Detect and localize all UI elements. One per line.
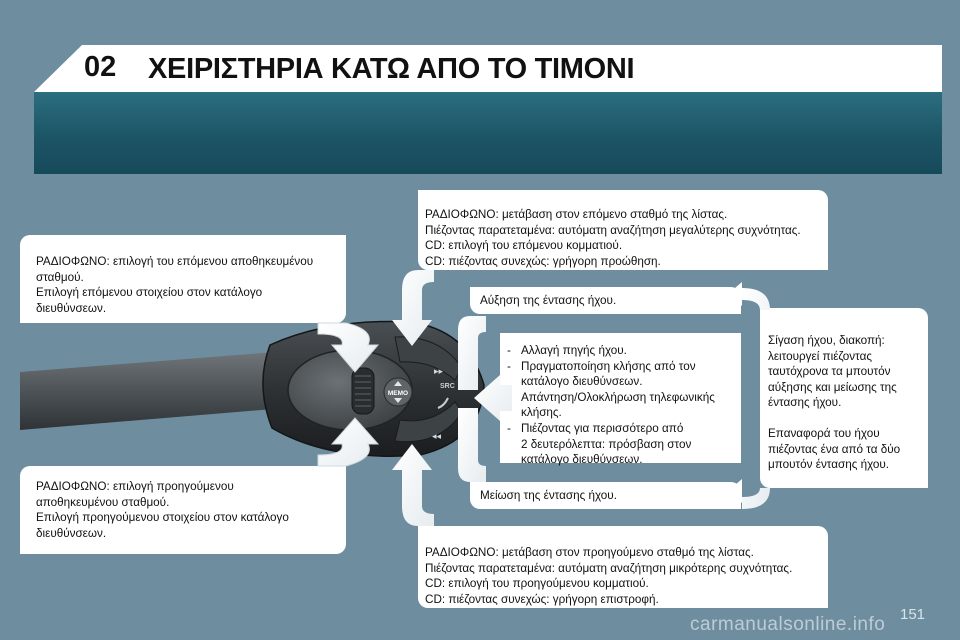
memo-label: MEMO: [387, 390, 409, 397]
source-item-1: - Αλλαγή πηγής ήχου.: [503, 343, 741, 359]
arrow-prev-station-icon: [318, 418, 378, 466]
watermark: carmanualsonline.info: [690, 614, 886, 635]
arrow-next-station-icon: [318, 323, 378, 372]
seek-up-line-1: ΡΑΔΙΟΦΩΝΟ: μετάβαση στον επόμενο σταθμό της λίστας.: [425, 208, 728, 221]
seek-up-line-2: Πιέζοντας παρατεταμένα: αυτόματη αναζήτηση μεγαλύτερης συχνότητας.: [425, 223, 801, 237]
seek-down-line-4: CD: πιέζοντας συνεχώς: γρήγορη επιστροφή.: [425, 592, 659, 606]
chapter-number: 02: [84, 51, 117, 83]
restore-line-2: πιέζοντας ένα από τα δύο: [768, 442, 901, 456]
source-item-3: - Απάντηση/Ολοκλήρωση τηλεφωνικής κλήσης.: [503, 390, 741, 421]
page-title: ΧΕΙΡΙΣΤΗΡΙΑ ΚΑΤΩ ΑΠΟ ΤΟ ΤΙΜΟΝΙ: [148, 53, 635, 85]
next-station-line-4: διευθύνσεων.: [36, 301, 107, 315]
seek-up-line-3: CD: επιλογή του επόμενου κομματιού.: [425, 239, 623, 253]
mute-line-3: ταυτόχρονα τα μπουτόν: [768, 365, 891, 379]
arrow-source-icon: [474, 375, 512, 421]
next-station-line-1: ΡΑΔΙΟΦΩΝΟ: επιλογή του επόμενου αποθηκευμένου: [36, 255, 314, 268]
source-item-4: - Πιέζοντας για περισσότερο από 2 δευτερόλεπτα: πρόσβαση στον κατάλογο διευθύνσεων.: [503, 421, 741, 468]
arrow-seek-down-icon: [392, 444, 434, 526]
prev-station-line-4: διευθύνσεων.: [36, 526, 107, 540]
volume-down-label: Μείωση της έντασης ήχου.: [480, 489, 617, 502]
prev-station-line-3: Επιλογή προηγούμενου στοιχείου στον κατάλογο: [36, 511, 289, 525]
prev-station-line-2: αποθηκευμένου σταθμού.: [36, 495, 170, 509]
mute-line-1: Σίγαση ήχου, διακοπή:: [768, 334, 885, 347]
next-station-line-3: Επιλογή επόμενου στοιχείου στον κατάλογο: [36, 286, 263, 300]
mute-line-4: αύξησης και μείωσης της: [768, 380, 897, 394]
volume-up-label: Αύξηση της έντασης ήχου.: [480, 294, 617, 307]
seek-down-line-3: CD: επιλογή του προηγούμενου κομματιού.: [425, 577, 649, 591]
arrow-volume-down-icon: [458, 408, 486, 482]
fast-forward-icon: ▸▸: [434, 367, 444, 377]
mute-line-2: λειτουργεί πιέζοντας: [768, 349, 872, 363]
next-station-line-2: σταθμού.: [36, 270, 84, 284]
seek-down-line-1: ΡΑΔΙΟΦΩΝΟ: μετάβαση στον προηγούμενο σταθμό της λίστας.: [425, 546, 754, 559]
arrow-mute-icon: [742, 288, 770, 509]
seek-down-line-2: Πιέζοντας παρατεταμένα: αυτόματη αναζήτηση μικρότερης συχνότητας.: [425, 561, 793, 575]
arrow-volume-up-icon: [458, 316, 486, 390]
restore-line-3: μπουτόν έντασης ήχου.: [768, 458, 890, 472]
prev-station-line-1: ΡΑΔΙΟΦΩΝΟ: επιλογή προηγούμενου: [36, 480, 234, 493]
arrow-seek-up-icon: [392, 270, 434, 346]
seek-up-line-4: CD: πιέζοντας συνεχώς: γρήγορη προώθηση.: [425, 254, 661, 268]
src-label: SRC: [440, 383, 455, 390]
source-item-2: - Πραγματοποίηση κλήσης από τον κατάλογο διευθύνσεων.: [503, 359, 741, 390]
restore-line-1: Επαναφορά του ήχου: [768, 426, 880, 440]
mute-line-5: έντασης ήχου.: [768, 396, 842, 410]
rewind-icon: ◂◂: [432, 432, 442, 442]
page-number: 151: [900, 606, 926, 623]
